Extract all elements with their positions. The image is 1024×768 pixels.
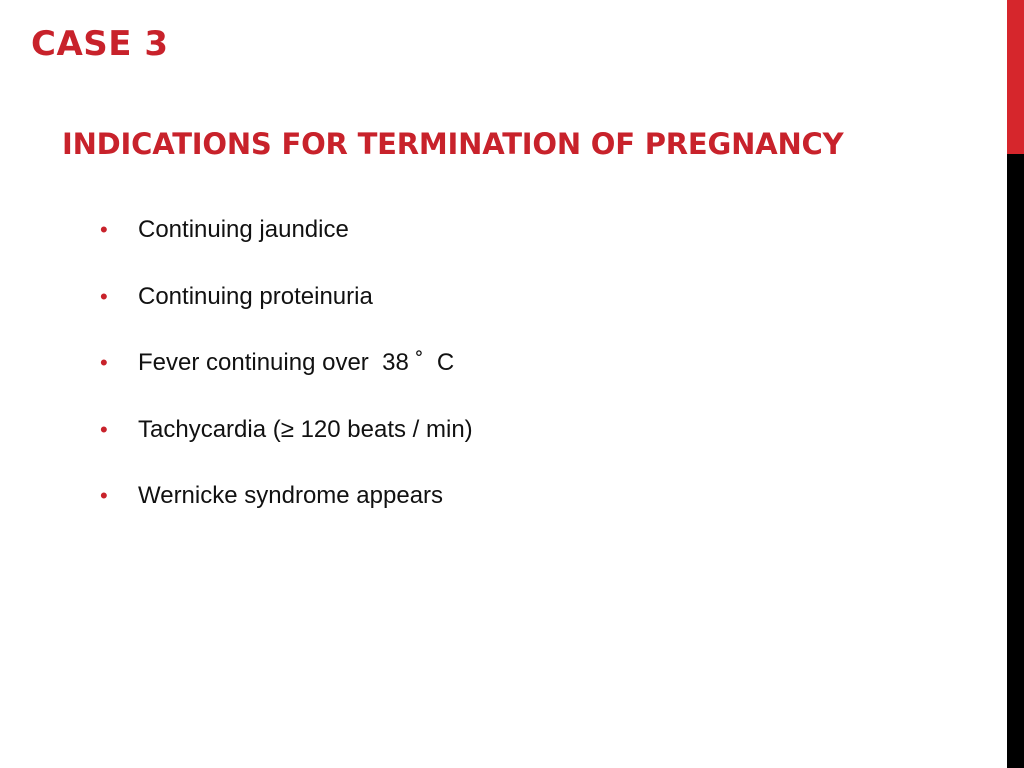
bullet-text: Wernicke syndrome appears xyxy=(138,482,444,509)
bullet-dot-icon: • xyxy=(100,416,108,442)
bullet-dot-icon: • xyxy=(100,350,108,375)
bullet-item xyxy=(100,478,473,545)
bullet-text: Continuing jaundice xyxy=(138,216,349,243)
side-accent-bar-red xyxy=(1007,0,1024,154)
slide-heading: INDICATIONS FOR TERMINATION OF PREGNANCY xyxy=(62,127,844,161)
bullet-item xyxy=(100,212,473,279)
bullet-text: Tachycardia (≥ 120 beats / min) xyxy=(138,415,473,443)
bullet-item xyxy=(100,279,473,346)
bullet-dot-icon: • xyxy=(100,217,108,242)
bullet-list xyxy=(100,212,473,545)
side-accent-bar-black xyxy=(1007,154,1024,768)
bullet-item xyxy=(100,412,473,479)
bullet-dot-icon: • xyxy=(100,283,108,309)
bullet-item xyxy=(100,345,473,412)
case-title: CASE 3 xyxy=(31,24,169,64)
bullet-text: Continuing proteinuria xyxy=(138,282,373,310)
bullet-text: Fever continuing over 38 ˚ C xyxy=(138,349,455,376)
bullet-dot-icon: • xyxy=(100,483,108,508)
